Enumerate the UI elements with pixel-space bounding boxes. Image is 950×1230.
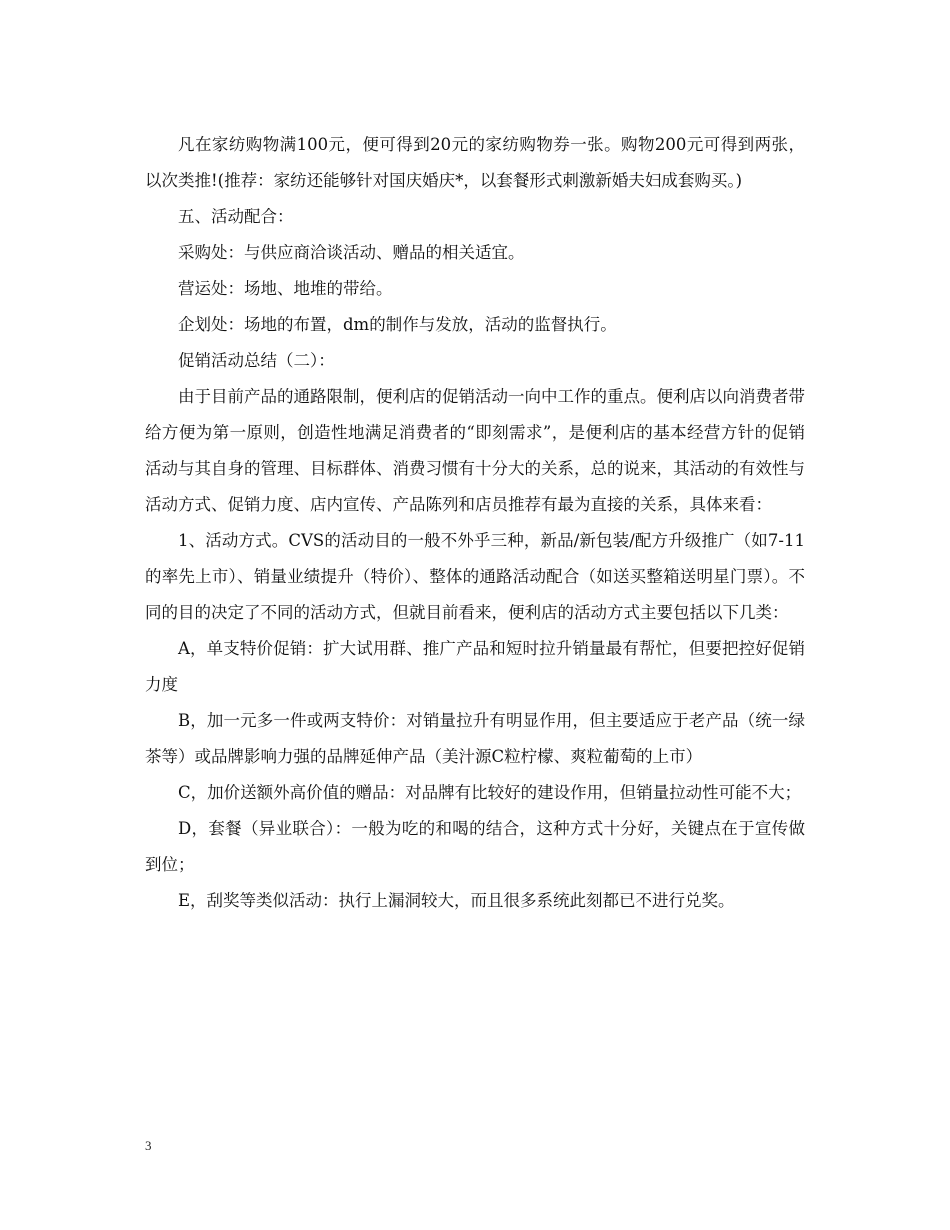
paragraph-operations: 营运处：场地、地堆的带给。 — [178, 279, 393, 298]
paragraph-planning: 企划处：场地的布置，dm的制作与发放，活动的监督执行。 — [178, 315, 617, 334]
heading-promotion-summary-2: 促销活动总结（二）： — [178, 351, 335, 370]
paragraph-activity-method: 1、活动方式。CVS的活动目的一般不外乎三种，新品/新包装/配方升级推广（如7-11的率先上市）、销量业绩提升（特价）、整体的通路活动配合（如送买整箱送明星门票）。不同的目的决定了不同的活动方式，但就目前看来，便利店的活动方式主要包括以下几类： — [145, 531, 805, 622]
paragraph-item-a: A，单支特价促销：扩大试用群、推广产品和短时拉升销量最有帮忙，但要把控好促销力度 — [145, 639, 805, 694]
paragraph-purchasing: 采购处：与供应商洽谈活动、赠品的相关适宜。 — [178, 243, 525, 262]
document-body — [145, 127, 805, 919]
page-number: 3 — [145, 1138, 152, 1153]
paragraph-channel-intro: 由于目前产品的通路限制，便利店的促销活动一向中工作的重点。便利店以向消费者带给方便为第一原则，创造性地满足消费者的“即刻需求”，是便利店的基本经营方针的促销活动与其自身的管理、目标群体、消费习惯有十分大的关系，总的说来，其活动的有效性与活动方式、促销力度、店内宣传、产品陈列和店员推荐有最为直接的关系，具体来看： — [145, 387, 805, 514]
paragraph-item-c: C，加价送额外高价值的赠品：对品牌有比较好的建设作用，但销量拉动性可能不大； — [178, 783, 802, 802]
paragraph-coupon-offer: 凡在家纺购物满100元，便可得到20元的家纺购物券一张。购物200元可得到两张，以次类推!(推荐：家纺还能够针对国庆婚庆*，以套餐形式刺激新婚夫妇成套购买。) — [145, 135, 805, 190]
heading-activity-coordination: 五、活动配合： — [178, 207, 294, 226]
paragraph-item-e: E，刮奖等类似活动：执行上漏洞较大，而且很多系统此刻都已不进行兑奖。 — [178, 891, 735, 910]
paragraph-item-d: D，套餐（异业联合）：一般为吃的和喝的结合，这种方式十分好，关键点在于宣传做到位； — [145, 819, 805, 874]
paragraph-item-b: B，加一元多一件或两支特价：对销量拉升有明显作用，但主要适应于老产品（统一绿茶等）或品牌影响力强的品牌延伸产品（美汁源C粒柠檬、爽粒葡萄的上市） — [145, 711, 805, 766]
